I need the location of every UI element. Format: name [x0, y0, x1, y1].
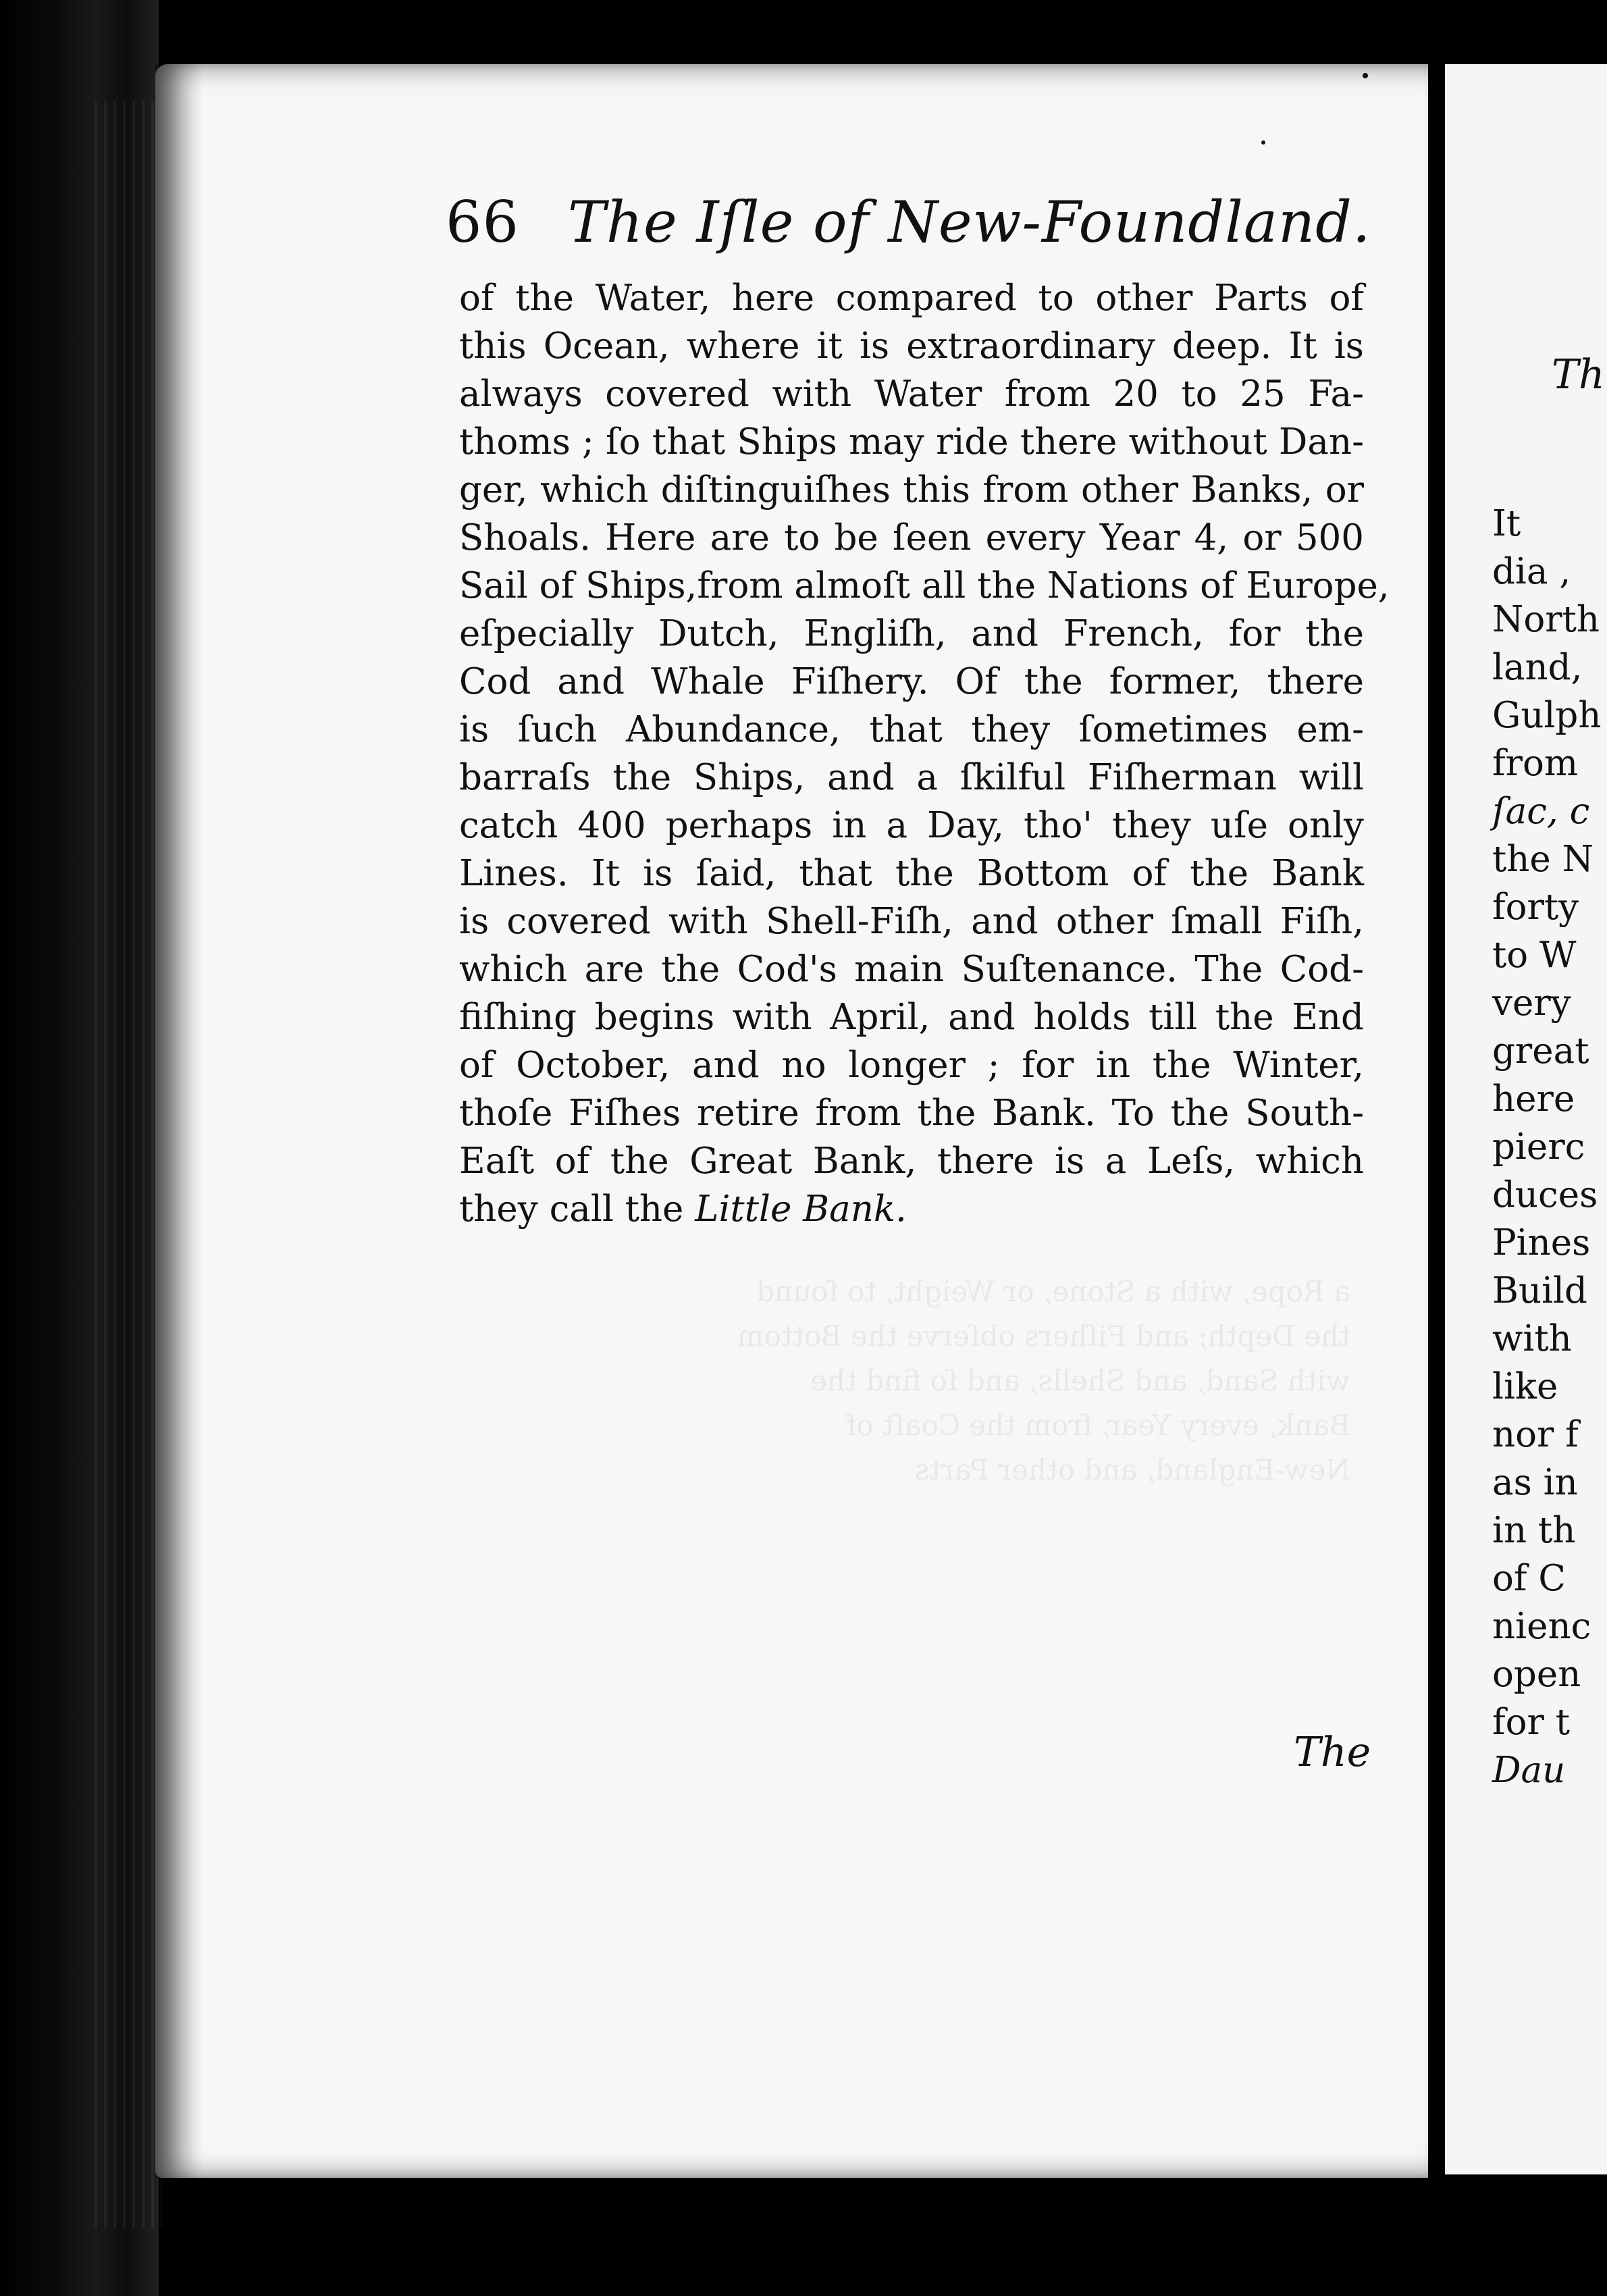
text-line: Cod and Whale Fiſhery. Of the former, there: [459, 661, 1364, 702]
catchword: The: [1294, 1729, 1371, 1776]
right-page-line-fragment: Build: [1492, 1270, 1587, 1311]
right-page-text-fragments: [1492, 500, 1602, 1794]
bleed-through-text: a Rope, with a Stone, or Weight, to ſound the Depth; and Fiſhers obſerve the Bottom with Sand, and Shells, and ſo find the Bank, every Year, from the Coaſt of New-England, and other Parts: [737, 1275, 1350, 1486]
right-page-line-fragment: Pines: [1492, 1222, 1591, 1263]
right-page-line-fragment: open: [1492, 1654, 1581, 1695]
right-page-line-fragment: of C: [1492, 1558, 1566, 1599]
right-page-line-fragment: North: [1492, 599, 1600, 640]
right-page-line-fragment: in th: [1492, 1510, 1576, 1551]
right-page-line-fragment: Dau: [1492, 1750, 1566, 1791]
right-page-line-fragment: forty: [1492, 887, 1579, 928]
running-head: [446, 189, 1371, 255]
right-page-line-fragment: from: [1492, 743, 1579, 784]
right-page-line-fragment: here: [1492, 1078, 1575, 1120]
text-line: Lines. It is ſaid, that the Bottom of the Bank: [459, 853, 1364, 894]
text-line: thoſe Fiſhes retire from the Bank. To the South-: [459, 1093, 1364, 1134]
text-line: fiſhing begins with April, and holds till the End: [459, 997, 1364, 1038]
text-line: eſpecially Dutch, Engliſh, and French, for the: [459, 613, 1364, 654]
running-head-title: The Iſle of New-Foundland.: [567, 189, 1371, 255]
right-page-line-fragment: Gulph: [1492, 695, 1602, 736]
text-line: thoms ; ſo that Ships may ride there without Dan-: [459, 421, 1364, 463]
right-page-line-fragment: as in: [1492, 1462, 1578, 1503]
right-page-line-fragment: to W: [1492, 935, 1577, 976]
book-binding: [0, 0, 159, 2296]
last-line-text: they call the: [459, 1189, 684, 1230]
right-page-line-fragment: the N: [1492, 839, 1594, 880]
right-page-heading-fragment: Th: [1552, 351, 1605, 398]
binding-texture: [95, 101, 162, 2228]
text-line: ger, which diſtinguiſhes this from other Banks, or: [459, 469, 1364, 511]
text-line: is ſuch Abundance, that they ſometimes em-: [459, 709, 1364, 750]
text-line: this Ocean, where it is extraordinary deep. It is: [459, 325, 1364, 367]
right-page-line-fragment: very: [1492, 983, 1571, 1024]
right-page-line-fragment: pierc: [1492, 1126, 1585, 1168]
right-page-line-fragment: dia ,: [1492, 551, 1571, 592]
text-line-last: [459, 1185, 1364, 1233]
text-line: which are the Cod's main Suſtenance. The Cod-: [459, 949, 1364, 990]
text-line: always covered with Water from 20 to 25 Fa-: [459, 373, 1364, 415]
body-text: [459, 274, 1390, 1233]
right-page-line-fragment: duces: [1492, 1174, 1598, 1216]
text-line: of the Water, here compared to other Parts of: [459, 278, 1364, 319]
text-line: catch 400 perhaps in a Day, tho' they uſe only: [459, 805, 1364, 846]
text-line: of October, and no longer ; for in the Winter,: [459, 1045, 1364, 1086]
right-page-line-fragment: with: [1492, 1318, 1572, 1359]
text-line: is covered with Shell-Fiſh, and other ſmall Fiſh,: [459, 901, 1364, 942]
text-line: Sail of Ships,from almoſt all the Nations of Europe,: [459, 565, 1390, 606]
right-page-line-fragment: ſac, c: [1492, 791, 1590, 832]
right-page-line-fragment: nienc: [1492, 1606, 1591, 1647]
right-page-line-fragment: great: [1492, 1030, 1589, 1072]
right-page-line-fragment: nor f: [1492, 1414, 1579, 1455]
page-number: 66: [446, 189, 519, 255]
right-page-line-fragment: like: [1492, 1366, 1558, 1407]
dust-speck: [1363, 73, 1368, 78]
right-page-line-fragment: It: [1492, 503, 1521, 544]
little-bank-italic: Little Bank.: [695, 1189, 907, 1230]
page-edge-shadow: [155, 64, 203, 2178]
right-page-line-fragment: land,: [1492, 647, 1583, 688]
dust-speck: [1261, 140, 1265, 145]
text-line: Shoals. Here are to be ſeen every Year 4, or 500: [459, 517, 1364, 558]
text-line: Eaſt of the Great Bank, there is a Leſs, which: [459, 1141, 1364, 1182]
text-line: barraſs the Ships, and a ſkilful Fiſherman will: [459, 757, 1364, 798]
right-page-line-fragment: for t: [1492, 1702, 1571, 1743]
